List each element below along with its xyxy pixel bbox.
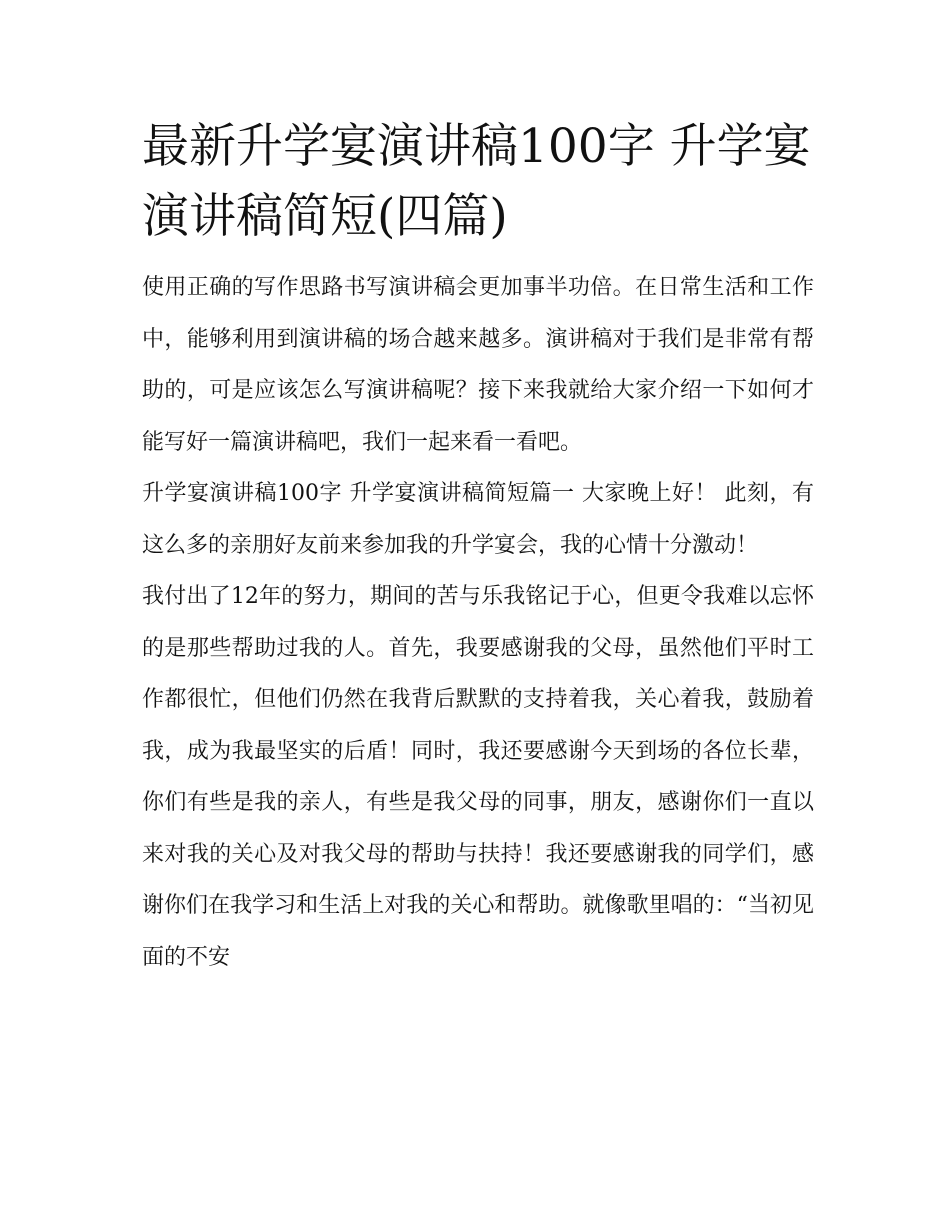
speech-thanks-paragraph: 我付出了12年的努力，期间的苦与乐我铭记于心，但更令我难以忘怀的是那些帮助过我的人。首先，我要感谢我的父母，虽然他们平时工作都很忙，但他们仍然在我背后默默的支持着我，关心着我，鼓励着我，成为我最坚实的后盾！同时，我还要感谢今天到场的各位长辈，你们有些是我的亲人，有些是我父母的同事，朋友，感谢你们一直以来对我的关心及对我父母的帮助与扶持！我还要感谢我的同学们，感谢你们在我学习和生活上对我的关心和帮助。就像歌里唱的：“当初见面的不安 (142, 584, 814, 970)
intro-paragraph: 使用正确的写作思路书写演讲稿会更加事半功倍。在日常生活和工作中，能够利用到演讲稿的场合越来越多。演讲稿对于我们是非常有帮助的，可是应该怎么写演讲稿呢？接下来我就给大家介绍一下如何才能写好一篇演讲稿吧，我们一起来看一看吧。 (142, 275, 814, 455)
document-body (142, 112, 814, 983)
speech-opening-paragraph: 升学宴演讲稿100字 升学宴演讲稿简短篇一 大家晚上好！ 此刻，有这么多的亲朋好友前来参加我的升学宴会，我的心情十分激动！ (142, 481, 814, 558)
document-title: 最新升学宴演讲稿100字 升学宴演讲稿简短(四篇) (142, 119, 811, 244)
